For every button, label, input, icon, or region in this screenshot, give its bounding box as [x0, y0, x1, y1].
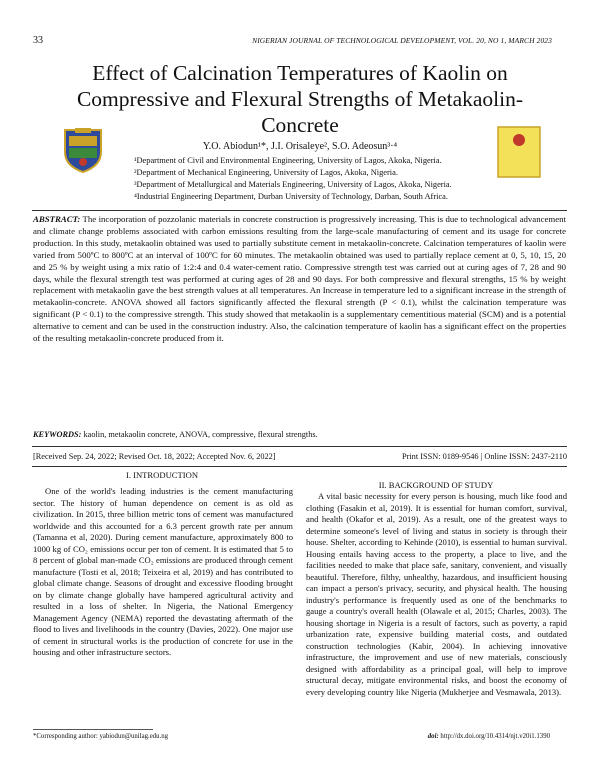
keywords-text: kaolin, metakaolin concrete, ANOVA, compressive, flexural strengths.	[83, 430, 318, 439]
affiliation-2: ²Department of Mechanical Engineering, University of Lagos, Akoka, Nigeria.	[134, 168, 398, 177]
keywords	[33, 430, 318, 439]
affiliation-3: ³Department of Metallurgical and Materials Engineering, University of Lagos, Akoka, Nigeria.	[134, 180, 452, 189]
abstract-label: ABSTRACT:	[33, 214, 81, 224]
lower-divider	[32, 466, 567, 467]
affiliation-4: ⁴Industrial Engineering Department, Durban University of Technology, Darban, South Africa.	[134, 192, 448, 201]
author-list: Y.O. Abiodun¹*, J.I. Orisaleye², S.O. Adeosun³·⁴	[202, 141, 398, 152]
page-number: 33	[33, 35, 43, 46]
corresponding-author: *Corresponding author: yabiodun@unilag.edu.ng	[33, 733, 169, 740]
mid-divider	[32, 446, 567, 447]
issn: Print ISSN: 0189-9546 | Online ISSN: 2437-2110	[402, 452, 567, 461]
affiliations	[134, 155, 452, 203]
journal-cover-logo	[497, 126, 541, 178]
doi	[428, 733, 550, 740]
doi-label: doi:	[427, 733, 439, 740]
journal-header: NIGERIAN JOURNAL OF TECHNOLOGICAL DEVELOPMENT, VOL. 20, NO 1, MARCH 2023	[252, 36, 552, 45]
footnote-divider	[33, 729, 153, 730]
abstract	[33, 214, 566, 345]
section-heading-background: II. BACKGROUND OF STUDY	[378, 480, 494, 490]
abstract-text: The incorporation of pozzolanic materials in concrete construction is progressively increasing. This is due to technological advancement and climate change problems associated with carbon emissions resulting from the large-scale manufacturing of cement and its usage for concrete production. In this study, metakaolin obtained was used to partially substitute cement in metakaolin-concrete. Calcination temperatures of kaolin were varied from 500ºC to 800ºC at an interval of 100ºC for 60 minutes. The metakaolin obtained was used to partially replace cement at 0, 5, 10, 15, 20 and 25 % by weight using a mix ratio of 1:2:4 and 0.4 water-cement ratio. Compressive strength test was carried out at curing ages of 7, 28 and 90 days, while the flexural strength test was performed at curing ages of 28 and 90 days. For both compressive and flexural strengths, 15 % by weight replacement with metakaolin gave the best strength values at all temperatures. An Increase in temperature led to a significant increase in the strength of metakaolin-concrete. ANOVA showed all factors significantly affected the flexural strength (P < 0.1), whilst the calcination temperature was significant (P < 0.1) to the compressive strength. This study showed that metakaolin is a supplementary cementitious material (SCM) and is a potential alternative to cement and can be used in the construction industry. Also, the calcination temperature of kaolin has a significant effect on the properties of the resulting metakaolin-concrete produced from it.	[33, 214, 566, 344]
introduction-text: One of the world's leading industries is the cement manufacturing sector. The history of human dependence on cement is as old as civilization. In 2015, three billion metric tons of cement was manufactured worldwide and this accounted for a 6.3 percent growth rate per annum (Tamanna et al, 2020). During cement manufacture, approximately 800 to 1000 kg of CO₂ emissions occur per ton of cement. It is estimated that 5 to 8 percent of global man-made CO₂ emissions are produced through cement manufacture (Tosti et al, 2018; Teixeira et al, 2019) and has contributed to global climate change. Seasons of drought and excessive flooding brought on by climate change globally have hampered agricultural activity and resulted in a loss of shelter. In Nigeria, the National Emergency Management Agency (NEMA) reported the devastating aftermath of the flood to lives and livelihoods in the country (Davies, 2022). One major use of cement in structural works is the production of concrete for use in the housing and other infrastructure sectors.	[33, 486, 293, 657]
affiliation-1: ¹Department of Civil and Environmental Engineering, University of Lagos, Akoka, Nigeria.	[134, 156, 442, 165]
background-text: A vital basic necessity for every person is housing, much like food and clothing (Fasakin et al, 2019). It is essential for human comfort, survival, and health (Okafor et al, 2019). As a result, one of the greatest ways to determine someone's level of living and status in society is through their house. Shelter, according to Kehinde (2010), is essential to human survival. Housing entails having access to the property, a place to live, and the facilities needed to make that place safe, sanitary, convenient, and visually beautiful. Therefore, filthy, unhealthy, hazardous, and insufficient housing can impact a person's privacy, security, and physical health. The housing industry's performance is frequently used as one of the benchmarks to gauge a country's overall health (Olawale et al, 2015; Charles, 2003). The housing shortage in Nigeria is a result of factors, such as poverty, a rapid urbanization rate, expensive building material costs, and outdated construction technologies (Kabir, 2004). In achieving innovative infrastructure, the improvement and use of new materials, consciously designed with affordability as a principal goal, will help to improve structural decay, mitigate environmental risks, and boost the economy of every developing country like Nigeria (Mukherjee and Vesmawala, 2013).	[306, 491, 567, 697]
section-heading-introduction: I. INTRODUCTION	[125, 470, 199, 480]
paper-title: Effect of Calcination Temperatures of Kaolin on Compressive and Flexural Strengths of Metakaolin-Concrete	[76, 61, 524, 137]
doi-link[interactable]: http://dx.doi.org/10.4314/njt.v20i1.1390	[440, 733, 550, 740]
received-dates: [Received Sep. 24, 2022; Revised Oct. 18, 2022; Accepted Nov. 6, 2022]	[33, 452, 276, 461]
keywords-label: KEYWORDS:	[33, 430, 82, 439]
top-divider	[32, 210, 567, 211]
